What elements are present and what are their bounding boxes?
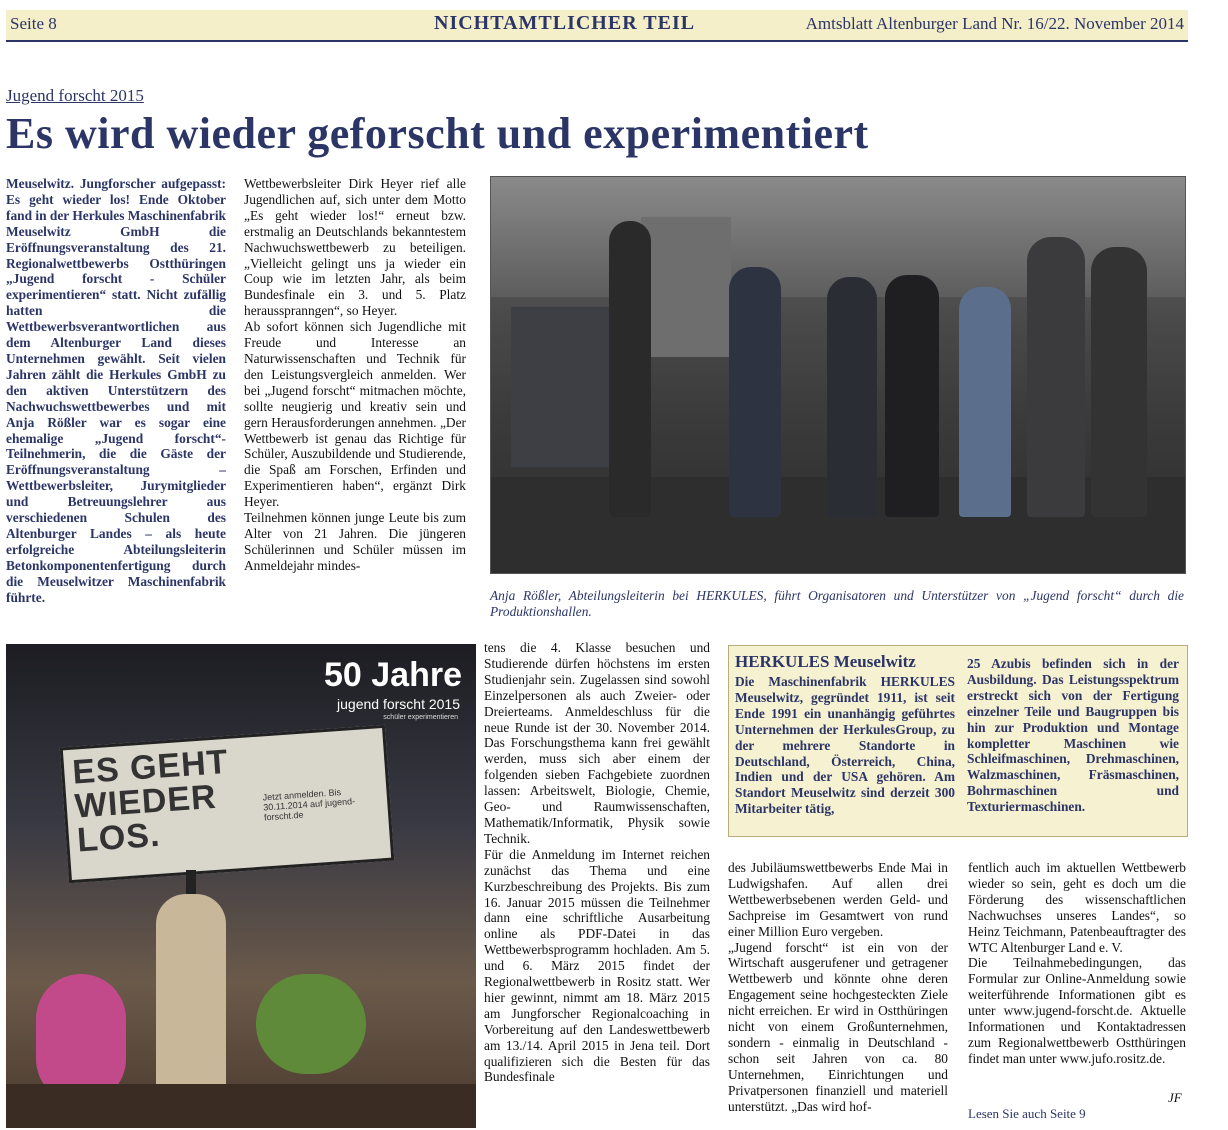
see-also-link[interactable]: Lesen Sie auch Seite 9 xyxy=(968,1106,1086,1121)
poster-brand: jugend forscht 2015 xyxy=(337,696,460,712)
poster-subtitle: schüler experimentieren xyxy=(383,714,458,721)
photo-caption: Anja Rößler, Abteilungsleiterin bei HERKULES, führt Organisatoren und Unterstützer von „Jugend forscht“ durch die Produktionshallen. xyxy=(490,588,1184,619)
campaign-poster xyxy=(6,644,476,1128)
paragraph: Für die Anmeldung im Internet reichen zunächst das Thema und eine Kurzbeschreibung des Projekts. Bis zum 16. Januar 2015 müssen die Teilnehmer dann eine schriftliche Ausarbeitung online als PDF-Datei in das Wettbewerbsprogramm hochladen. Am 5. und 6. März 2015 findet der Regionalwettbewerb in Rositz statt. Wer hier gewinnt, nimmt am 18. März 2015 am Jungforscher Regionalcoaching in Vorbereitung auf den Landeswettbewerb am 13./14. April 2015 in Jena teil. Dort qualifizieren sich die Besten für das Bundesfinale xyxy=(484,846,710,1085)
author-signature: JF xyxy=(1168,1090,1182,1105)
info-box-title: HERKULES Meuselwitz xyxy=(735,652,916,671)
article-headline: Es wird wieder geforscht und experimentiert xyxy=(6,109,869,158)
article-column-5 xyxy=(968,860,1186,1067)
billboard xyxy=(60,725,395,883)
lead-paragraph: Meuselwitz. Jungforscher aufgepasst: Es geht wieder los! Ende Oktober fand in der Herkules Maschinenfabrik Meuselwitz GmbH die Eröffnungsveranstaltung des 21. Regionalwettbewerbs Ostthüringen „Jugend forscht - Schüler experimentieren“ statt. Nicht zufällig hatten die Wettbewerbsverantwortlichen aus dem Altenburger Land dieses Unternehmen gewählt. Seit vielen Jahren zählt die Herkules GmbH zu den aktiven Unterstützern des Nachwuchswettbewerbes und mit Anja Rößler war es sogar eine ehemalige „Jugend forscht“-Teilnehmerin, die die Gäste der Eröffnungsveranstaltung – Wettbewerbsleiter, Jurymitglieder und Betreuungslehrer aus verschiedenen Schulen des Altenburger Landes – als heute erfolgreiche Abteilungsleiterin Betonkomponentenfertigung durch die Meuselwitzer Maschinenfabrik führte. xyxy=(6,176,226,605)
issue-info: Amtsblatt Altenburger Land Nr. 16/22. November 2014 xyxy=(805,14,1184,33)
section-title: NICHTAMTLICHER TEIL xyxy=(434,12,696,34)
article-photo xyxy=(490,176,1186,574)
article-column-4 xyxy=(728,860,948,1115)
poster-years: 50 Jahre xyxy=(324,656,462,694)
poster-figure xyxy=(156,894,226,1094)
billboard-note: Jetzt anmelden. Bis 30.11.2014 auf jugend-forscht.de xyxy=(262,787,356,823)
info-box-column-1: Die Maschinenfabrik HERKULES Meuselwitz, gegründet 1911, ist seit Ende 1991 ein unanhängig geführtes Unternehmen der HerkulesGroup, zu der mehrere Standorte in Deutschland, Österreich, China, Indien und der USA gehören. Am Standort Meuselwitz sind derzeit 300 Mitarbeiter tätig, xyxy=(735,674,955,817)
paragraph: des Jubiläumswettbewerbs Ende Mai in Ludwigshafen. Auf allen drei Wettbewerbsebenen werden Geld- und Sachpreise im Gesamtwert von rund einer Million Euro vergeben. xyxy=(728,860,948,939)
poster-creature xyxy=(256,974,366,1074)
paragraph: „Jugend forscht“ ist ein von der Wirtschaft ausgerufener und getragener Wettbewerb und könnte ohne deren Engagement seine hochgesteckten Ziele nicht erreichen. Er wird in Ostthüringen nicht von einem Großunternehmen, sondern - einmalig in Deutschland - schon seit Jahren von ca. 80 Unternehmen, Einrichtungen und Privatpersonen finanziell und materiell unterstützt. „Das wird hof- xyxy=(728,939,948,1114)
billboard-slogan: ES GEHT WIEDER LOS. xyxy=(71,742,230,860)
paragraph: tens die 4. Klasse besuchen und Studierende dürfen höchstens im ersten Studienjahr sein. Zugelassen sind sowohl Einzelpersonen als auch Zweier- oder Dreierteams. Anmeldeschluss für die neue Runde ist der 30. November 2014. Das Forschungsthema kann frei gewählt werden, muss sich aber einem der folgenden sieben Fachgebiete zuordnen lassen: Arbeitswelt, Biologie, Chemie, Geo- und Raumwissenschaften, Mathematik/Informatik, Physik sowie Technik. xyxy=(484,640,710,846)
article-column-1 xyxy=(6,176,226,605)
paragraph: Teilnehmen können junge Leute bis zum Alter von 21 Jahren. Die jüngeren Schülerinnen und Schüler müssen im Anmeldejahr mindes- xyxy=(244,510,466,573)
article-column-3 xyxy=(484,640,710,1085)
info-box xyxy=(728,645,1188,837)
paragraph: Ab sofort können sich Jugendliche mit Freude und Interesse an Naturwissenschaften und Technik für den Leistungsvergleich anmelden. Wer bei „Jugend forscht“ mitmachen möchte, sollte neugierig und kreativ sein und gern Herausforderungen annehmen. „Der Wettbewerb ist genau das Richtige für Schüler, Auszubildende und Studierende, die Spaß am Forschen, Erfinden und Experimentieren haben“, ergänzt Dirk Heyer. xyxy=(244,319,466,510)
article-column-2 xyxy=(244,176,466,574)
paragraph: Die Teilnahmebedingungen, das Formular zur Online-Anmeldung sowie weiterführende Informationen gibt es unter www.jugend-forscht.de. Aktuelle Informationen und Kontaktadressen zum Regionalwettbewerb Ostthüringen findet man unter www.jufo.rositz.de. xyxy=(968,955,1186,1066)
page-number: Seite 8 xyxy=(10,14,57,33)
info-box-column-2: 25 Azubis befinden sich in der Ausbildung. Das Leistungsspektrum erstreckt sich von der Fertigung einzelner Teile und Baugruppen bis hin zur Produktion und Montage kompletter Maschinen wie Schleifmaschinen, Drehmaschinen, Walzmaschinen, Fräsmaschinen, Bohrmaschinen und Texturiermaschinen. xyxy=(967,656,1179,815)
page-header xyxy=(6,10,1188,42)
poster-ground xyxy=(6,1084,476,1128)
paragraph: fentlich auch im aktuellen Wettbewerb wieder so sein, geht es doch um die Förderung des wissenschaftlichen Nachwuchses unseres Landes“, so Heinz Teichmann, Patenbeauftragter des WTC Altenburger Land e. V. xyxy=(968,860,1186,955)
article-kicker: Jugend forscht 2015 xyxy=(6,86,144,105)
paragraph: Wettbewerbsleiter Dirk Heyer rief alle Jugendlichen auf, sich unter dem Motto „Es geht wieder los!“ erneut bzw. erstmalig an Deutschlands bekanntestem Nachwuchswettbewerb zu beteiligen. „Vielleicht gelingt uns ja wieder ein Coup wie im letzten Jahr, als beim Bundesfinale ein 3. und 5. Platz herausspranngen“, so Heyer. xyxy=(244,176,466,319)
